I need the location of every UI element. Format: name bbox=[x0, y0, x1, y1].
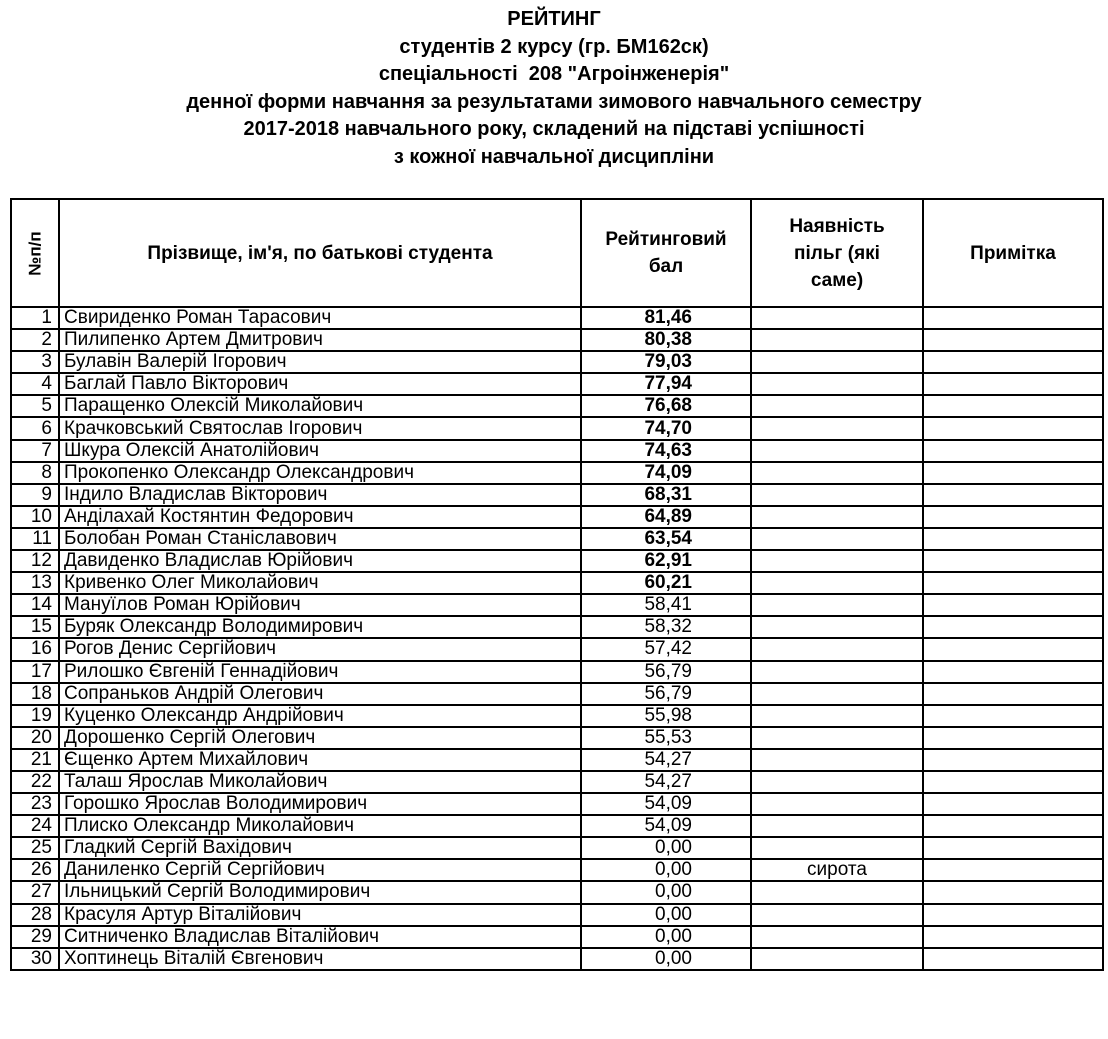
table-row bbox=[11, 904, 1103, 926]
note-cell bbox=[923, 661, 1103, 683]
table-row bbox=[11, 727, 1103, 749]
row-number: 5 bbox=[11, 395, 59, 417]
rating-score: 60,21 bbox=[581, 572, 751, 594]
benefits-cell bbox=[751, 395, 923, 417]
header-study-form-line: денної форми навчання за результатами зимового навчального семестру bbox=[186, 90, 922, 113]
student-name: Рогов Денис Сергійович bbox=[59, 638, 581, 660]
note-cell bbox=[923, 793, 1103, 815]
rating-score: 57,42 bbox=[581, 638, 751, 660]
column-header-note: Примітка bbox=[923, 199, 1103, 307]
benefits-cell bbox=[751, 837, 923, 859]
student-name: Анділахай Костянтин Федорович bbox=[59, 506, 581, 528]
rating-score: 64,89 bbox=[581, 506, 751, 528]
benefits-cell bbox=[751, 793, 923, 815]
benefits-cell bbox=[751, 528, 923, 550]
table-row bbox=[11, 351, 1103, 373]
benefits-cell bbox=[751, 440, 923, 462]
student-name: Мануїлов Роман Юрійович bbox=[59, 594, 581, 616]
table-row bbox=[11, 859, 1103, 881]
document-header bbox=[0, 6, 1108, 171]
row-number: 29 bbox=[11, 926, 59, 948]
student-name: Пилипенко Артем Дмитрович bbox=[59, 329, 581, 351]
student-name: Крачковський Святослав Ігорович bbox=[59, 417, 581, 439]
row-number: 12 bbox=[11, 550, 59, 572]
table-row bbox=[11, 749, 1103, 771]
benefits-cell bbox=[751, 683, 923, 705]
note-cell bbox=[923, 727, 1103, 749]
table-row bbox=[11, 661, 1103, 683]
row-number: 24 bbox=[11, 815, 59, 837]
row-number: 23 bbox=[11, 793, 59, 815]
note-cell bbox=[923, 484, 1103, 506]
benefits-cell bbox=[751, 484, 923, 506]
student-name: Ситниченко Владислав Віталійович bbox=[59, 926, 581, 948]
table-row bbox=[11, 683, 1103, 705]
row-number: 1 bbox=[11, 307, 59, 329]
benefits-cell bbox=[751, 594, 923, 616]
student-name: Буряк Олександр Володимирович bbox=[59, 616, 581, 638]
student-name: Талаш Ярослав Миколайович bbox=[59, 771, 581, 793]
header-year-line: 2017-2018 навчального року, складений на підставі успішності bbox=[243, 118, 865, 140]
table-row bbox=[11, 307, 1103, 329]
table-row bbox=[11, 484, 1103, 506]
rating-score: 76,68 bbox=[581, 395, 751, 417]
rating-score: 54,27 bbox=[581, 771, 751, 793]
student-name: Даниленко Сергій Сергійович bbox=[59, 859, 581, 881]
rating-score: 77,94 bbox=[581, 373, 751, 395]
note-cell bbox=[923, 417, 1103, 439]
benefits-cell bbox=[751, 727, 923, 749]
rating-score: 0,00 bbox=[581, 881, 751, 903]
row-number: 18 bbox=[11, 683, 59, 705]
benefits-cell bbox=[751, 307, 923, 329]
row-number: 21 bbox=[11, 749, 59, 771]
row-number: 6 bbox=[11, 417, 59, 439]
note-cell bbox=[923, 528, 1103, 550]
note-cell bbox=[923, 815, 1103, 837]
rating-score: 74,09 bbox=[581, 462, 751, 484]
student-name: Ільницький Сергій Володимирович bbox=[59, 881, 581, 903]
row-number: 9 bbox=[11, 484, 59, 506]
student-name: Кривенко Олег Миколайович bbox=[59, 572, 581, 594]
row-number: 13 bbox=[11, 572, 59, 594]
row-number: 27 bbox=[11, 881, 59, 903]
rating-score: 54,27 bbox=[581, 749, 751, 771]
rating-score: 56,79 bbox=[581, 661, 751, 683]
rating-score: 0,00 bbox=[581, 948, 751, 970]
row-number: 26 bbox=[11, 859, 59, 881]
benefits-cell bbox=[751, 417, 923, 439]
table-row bbox=[11, 837, 1103, 859]
note-cell bbox=[923, 594, 1103, 616]
benefits-cell bbox=[751, 506, 923, 528]
note-cell bbox=[923, 904, 1103, 926]
row-number: 25 bbox=[11, 837, 59, 859]
note-cell bbox=[923, 948, 1103, 970]
note-cell bbox=[923, 616, 1103, 638]
student-name: Індило Владислав Вікторович bbox=[59, 484, 581, 506]
table-row bbox=[11, 926, 1103, 948]
row-number: 11 bbox=[11, 528, 59, 550]
benefits-cell bbox=[751, 550, 923, 572]
benefits-cell bbox=[751, 616, 923, 638]
row-number: 14 bbox=[11, 594, 59, 616]
row-number: 2 bbox=[11, 329, 59, 351]
note-cell bbox=[923, 859, 1103, 881]
table-row bbox=[11, 550, 1103, 572]
rating-score: 74,70 bbox=[581, 417, 751, 439]
rating-table bbox=[10, 198, 1104, 971]
column-header-score: Рейтинговий бал bbox=[581, 199, 751, 307]
table-row bbox=[11, 948, 1103, 970]
student-name: Красуля Артур Віталійович bbox=[59, 904, 581, 926]
table-row bbox=[11, 528, 1103, 550]
student-name: Давиденко Владислав Юрійович bbox=[59, 550, 581, 572]
row-number: 30 bbox=[11, 948, 59, 970]
table-row bbox=[11, 594, 1103, 616]
rating-score: 54,09 bbox=[581, 815, 751, 837]
row-number: 10 bbox=[11, 506, 59, 528]
benefits-cell bbox=[751, 462, 923, 484]
note-cell bbox=[923, 373, 1103, 395]
rating-score: 55,53 bbox=[581, 727, 751, 749]
table-row bbox=[11, 506, 1103, 528]
row-number: 20 bbox=[11, 727, 59, 749]
row-number: 16 bbox=[11, 638, 59, 660]
header-group-line: студентів 2 курсу (гр. БМ162ск) bbox=[399, 35, 709, 58]
note-cell bbox=[923, 351, 1103, 373]
benefits-cell bbox=[751, 329, 923, 351]
note-cell bbox=[923, 837, 1103, 859]
rating-score: 56,79 bbox=[581, 683, 751, 705]
student-name: Хоптинець Віталій Євгенович bbox=[59, 948, 581, 970]
rating-score: 79,03 bbox=[581, 351, 751, 373]
rating-score: 0,00 bbox=[581, 904, 751, 926]
rating-score: 54,09 bbox=[581, 793, 751, 815]
row-number: 7 bbox=[11, 440, 59, 462]
student-name: Булавін Валерій Ігорович bbox=[59, 351, 581, 373]
benefits-cell bbox=[751, 572, 923, 594]
table-row bbox=[11, 572, 1103, 594]
rating-score: 0,00 bbox=[581, 859, 751, 881]
student-name: Прокопенко Олександр Олександрович bbox=[59, 462, 581, 484]
student-name: Паращенко Олексій Миколайович bbox=[59, 395, 581, 417]
rating-score: 80,38 bbox=[581, 329, 751, 351]
note-cell bbox=[923, 550, 1103, 572]
note-cell bbox=[923, 881, 1103, 903]
table-header-row bbox=[11, 199, 1103, 307]
table-row bbox=[11, 881, 1103, 903]
benefits-cell: сирота bbox=[751, 859, 923, 881]
student-name: Свириденко Роман Тарасович bbox=[59, 307, 581, 329]
note-cell bbox=[923, 462, 1103, 484]
student-name: Баглай Павло Вікторович bbox=[59, 373, 581, 395]
table-row bbox=[11, 395, 1103, 417]
benefits-cell bbox=[751, 815, 923, 837]
student-name: Шкура Олексій Анатолійович bbox=[59, 440, 581, 462]
rating-score: 58,41 bbox=[581, 594, 751, 616]
table-row bbox=[11, 440, 1103, 462]
column-header-name: Прізвище, ім'я, по батькові студента bbox=[59, 199, 581, 307]
row-number: 4 bbox=[11, 373, 59, 395]
note-cell bbox=[923, 395, 1103, 417]
table-row bbox=[11, 815, 1103, 837]
row-number: 3 bbox=[11, 351, 59, 373]
student-name: Дорошенко Сергій Олегович bbox=[59, 727, 581, 749]
table-row bbox=[11, 373, 1103, 395]
benefits-cell bbox=[751, 638, 923, 660]
table-row bbox=[11, 417, 1103, 439]
rating-score: 74,63 bbox=[581, 440, 751, 462]
rating-score: 55,98 bbox=[581, 705, 751, 727]
student-name: Гладкий Сергій Вахідович bbox=[59, 837, 581, 859]
student-name: Єщенко Артем Михайлович bbox=[59, 749, 581, 771]
note-cell bbox=[923, 705, 1103, 727]
row-number: 19 bbox=[11, 705, 59, 727]
column-header-number-label: №п/п bbox=[25, 230, 45, 276]
benefits-cell bbox=[751, 904, 923, 926]
benefits-cell bbox=[751, 749, 923, 771]
table-row bbox=[11, 462, 1103, 484]
rating-score: 81,46 bbox=[581, 307, 751, 329]
header-specialty-line: спеціальності 208 "Агроінженерія" bbox=[378, 63, 730, 85]
note-cell bbox=[923, 440, 1103, 462]
student-name: Рилошко Євгеній Геннадійович bbox=[59, 661, 581, 683]
note-cell bbox=[923, 307, 1103, 329]
benefits-cell bbox=[751, 948, 923, 970]
header-discipline-line: з кожної навчальної дисципліни bbox=[393, 145, 715, 168]
row-number: 22 bbox=[11, 771, 59, 793]
row-number: 15 bbox=[11, 616, 59, 638]
note-cell bbox=[923, 683, 1103, 705]
rating-score: 58,32 bbox=[581, 616, 751, 638]
benefits-cell bbox=[751, 881, 923, 903]
benefits-cell bbox=[751, 705, 923, 727]
rating-score: 0,00 bbox=[581, 926, 751, 948]
column-header-benefits: Наявність пільг (які саме) bbox=[751, 199, 923, 307]
note-cell bbox=[923, 329, 1103, 351]
note-cell bbox=[923, 771, 1103, 793]
table-row bbox=[11, 616, 1103, 638]
student-name: Сопраньков Андрій Олегович bbox=[59, 683, 581, 705]
note-cell bbox=[923, 749, 1103, 771]
header-title: РЕЙТИНГ bbox=[507, 8, 601, 30]
benefits-cell bbox=[751, 926, 923, 948]
note-cell bbox=[923, 638, 1103, 660]
benefits-cell bbox=[751, 661, 923, 683]
note-cell bbox=[923, 572, 1103, 594]
benefits-cell bbox=[751, 771, 923, 793]
row-number: 17 bbox=[11, 661, 59, 683]
table-row bbox=[11, 771, 1103, 793]
note-cell bbox=[923, 506, 1103, 528]
rating-score: 68,31 bbox=[581, 484, 751, 506]
table-row bbox=[11, 705, 1103, 727]
row-number: 28 bbox=[11, 904, 59, 926]
benefits-cell bbox=[751, 373, 923, 395]
rating-table-body bbox=[11, 307, 1103, 970]
rating-score: 63,54 bbox=[581, 528, 751, 550]
row-number: 8 bbox=[11, 462, 59, 484]
student-name: Болобан Роман Станіславович bbox=[59, 528, 581, 550]
column-header-number bbox=[11, 199, 59, 307]
student-name: Куценко Олександр Андрійович bbox=[59, 705, 581, 727]
rating-score: 0,00 bbox=[581, 837, 751, 859]
note-cell bbox=[923, 926, 1103, 948]
table-row bbox=[11, 638, 1103, 660]
benefits-cell bbox=[751, 351, 923, 373]
student-name: Плиско Олександр Миколайович bbox=[59, 815, 581, 837]
rating-score: 62,91 bbox=[581, 550, 751, 572]
student-name: Горошко Ярослав Володимирович bbox=[59, 793, 581, 815]
table-row bbox=[11, 329, 1103, 351]
table-row bbox=[11, 793, 1103, 815]
